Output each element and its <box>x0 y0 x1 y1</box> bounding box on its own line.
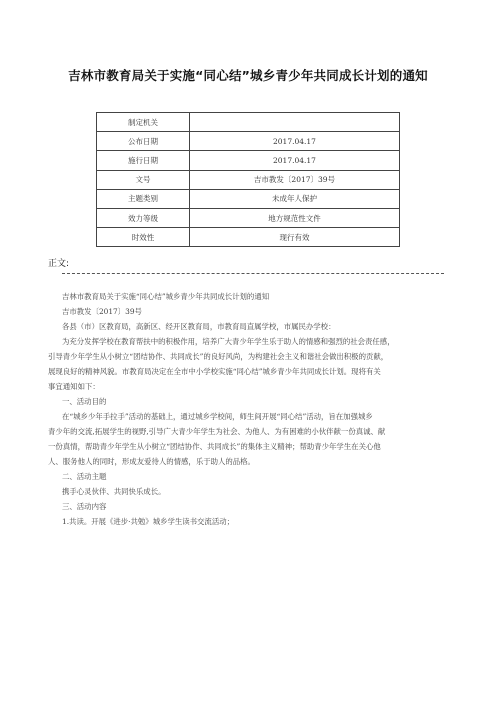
body-line: 为充分发挥学校在教育帮扶中的积极作用，培养广大青少年学生乐于助人的情感和强烈的社会责任感， <box>62 337 395 346</box>
body-line: 吉林市教育局关于实施“同心结”城乡青少年共同成长计划的通知 <box>62 292 270 301</box>
document-body <box>48 289 444 529</box>
metadata-value: 2017.04.17 <box>190 151 400 170</box>
metadata-key: 主题类别 <box>97 189 190 208</box>
metadata-key: 效力等级 <box>97 208 190 227</box>
metadata-row <box>97 189 400 208</box>
body-line: 事宜通知如下： <box>48 382 100 391</box>
metadata-value: 地方规范性文件 <box>190 208 400 227</box>
body-line: 携手心灵伙伴、共同快乐成长。 <box>62 487 166 496</box>
metadata-row <box>97 113 400 132</box>
body-line: 青少年的交流,拓展学生的视野,引导广大青少年学生为社会、为他人、为有困难的小伙伴献一份真诚、献 <box>48 427 386 436</box>
metadata-value: 2017.04.17 <box>190 132 400 151</box>
body-line: 二、活动主题 <box>62 472 107 481</box>
metadata-value <box>190 113 400 132</box>
body-line: 展现良好的精神风貌。市教育局决定在全市中小学校实施“同心结”城乡青少年共同成长计划。现将有关 <box>48 367 381 376</box>
metadata-value: 现行有效 <box>190 228 400 247</box>
metadata-key: 施行日期 <box>97 151 190 170</box>
body-line: 一份真情，帮助青少年学生从小树立“团结协作、共同成长”的集体主义精神；帮助青少年学生在关心他 <box>48 442 381 451</box>
metadata-row <box>97 132 400 151</box>
metadata-row <box>97 151 400 170</box>
metadata-row <box>97 208 400 227</box>
body-line: 1.共读。开展《进步·共勉》城乡学生读书交流活动； <box>62 517 234 526</box>
body-label: 正文: <box>48 259 70 269</box>
metadata-value: 未成年人保护 <box>190 189 400 208</box>
dashed-divider <box>62 273 444 274</box>
document-title: 吉林市教育局关于实施“同心结”城乡青少年共同成长计划的通知 <box>68 68 428 83</box>
metadata-table <box>96 112 400 247</box>
body-line: 吉市教发〔2017〕39号 <box>62 307 142 316</box>
metadata-key: 文号 <box>97 170 190 189</box>
metadata-key: 公布日期 <box>97 132 190 151</box>
body-line: 人、服务他人的同时，形成友爱待人的情感，乐于助人的品格。 <box>48 457 255 466</box>
body-line: 在“城乡少年手拉手”活动的基础上，通过城乡学校间，师生间开展“同心结”活动，旨在加强城乡 <box>62 412 373 421</box>
body-line: 一、活动目的 <box>62 397 107 406</box>
metadata-value: 吉市教发〔2017〕39号 <box>190 170 400 189</box>
metadata-key: 时效性 <box>97 228 190 247</box>
metadata-key: 制定机关 <box>97 113 190 132</box>
metadata-row <box>97 228 400 247</box>
metadata-row <box>97 170 400 189</box>
body-line: 引导青少年学生从小树立“团结协作、共同成长”的良好风尚，为构建社会主义和谐社会做出积极的贡献， <box>48 352 389 361</box>
body-line: 三、活动内容 <box>62 502 107 511</box>
body-line: 各县（市）区教育局，高新区、经开区教育局，市教育局直属学校，市属民办学校： <box>62 322 336 331</box>
